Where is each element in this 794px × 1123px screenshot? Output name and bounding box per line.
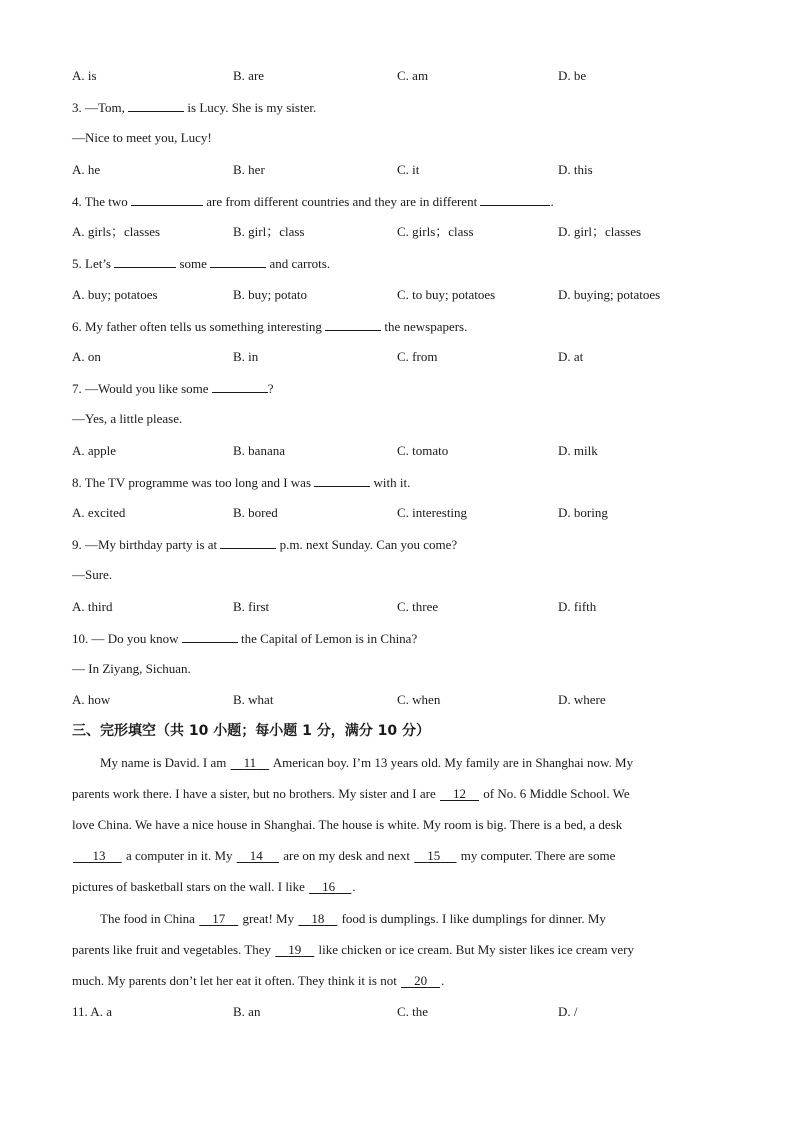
cloze-text: pictures of basketball stars on the wall. I like bbox=[72, 879, 309, 894]
q3-reply: —Nice to meet you, Lucy! bbox=[72, 130, 212, 145]
q11-option-c: C. the bbox=[397, 1004, 429, 1019]
q6-option-a: A. on bbox=[72, 349, 101, 364]
q10-stem-post: the Capital of Lemon is in China? bbox=[237, 631, 418, 646]
q9-option-c: C. three bbox=[397, 599, 439, 614]
blank-number: 19 bbox=[288, 942, 302, 957]
q7-stem-pre: 7. —Would you like some bbox=[72, 381, 212, 396]
q8-stem-pre: 8. The TV programme was too long and I was bbox=[72, 475, 315, 490]
cloze-blank-20 bbox=[400, 973, 441, 989]
q6-stem-pre: 6. My father often tells us something interesting bbox=[72, 319, 326, 334]
q4-options bbox=[72, 224, 732, 240]
q4-stem-mid: are from different countries and they are in different bbox=[202, 194, 481, 209]
section-heading: 三、完形填空（共 10 小题；每小题 1 分，满分 10 分） bbox=[72, 723, 430, 739]
q6-option-d: D. at bbox=[558, 349, 584, 364]
q5-stem-pre: 5. Let’s bbox=[72, 256, 115, 271]
blank-number: 16 bbox=[322, 879, 336, 894]
cloze-text: parents like fruit and vegetables. They bbox=[72, 942, 275, 957]
blank-number: 20 bbox=[414, 973, 428, 988]
q5-option-d: D. buying; potatoes bbox=[558, 287, 661, 302]
cloze-text: great! My bbox=[239, 911, 298, 926]
cloze-line bbox=[100, 911, 732, 927]
q7-options bbox=[72, 443, 732, 459]
q7-option-c: C. tomato bbox=[397, 443, 449, 458]
blank-number: 13 bbox=[92, 848, 106, 863]
q8-option-d: D. boring bbox=[558, 505, 608, 520]
cloze-text: of No. 6 Middle School. We bbox=[479, 786, 630, 801]
q6-stem-post: the newspapers. bbox=[381, 319, 468, 334]
cloze-blank-18 bbox=[297, 911, 338, 927]
q8-option-a: A. excited bbox=[72, 505, 126, 520]
q8-stem bbox=[72, 474, 410, 491]
q7-option-b: B. banana bbox=[233, 443, 285, 458]
q4-stem bbox=[72, 193, 554, 210]
answer-blank bbox=[182, 630, 238, 643]
answer-blank bbox=[212, 380, 268, 393]
blank-number: 15 bbox=[427, 848, 441, 863]
q5-stem-mid: some bbox=[176, 256, 211, 271]
blank-number: 12 bbox=[452, 786, 466, 801]
cloze-line bbox=[72, 786, 732, 802]
q3-options bbox=[72, 162, 732, 178]
q3-stem-pre: 3. —Tom, bbox=[72, 100, 129, 115]
q7-stem-post: ? bbox=[267, 381, 274, 396]
answer-blank bbox=[114, 255, 176, 268]
cloze-text: a computer in it. My bbox=[122, 848, 236, 863]
q8-stem-post: with it. bbox=[370, 475, 411, 490]
q5-option-a: A. buy; potatoes bbox=[72, 287, 158, 302]
q3-option-a: A. he bbox=[72, 162, 101, 177]
cloze-text: my computer. There are some bbox=[457, 848, 616, 863]
cloze-text: American boy. I’m 13 years old. My family are in Shanghai now. My bbox=[270, 755, 634, 770]
q10-option-a: A. how bbox=[72, 692, 111, 707]
q2-option-c: C. am bbox=[397, 68, 429, 83]
q10-option-b: B. what bbox=[233, 692, 274, 707]
q9-options bbox=[72, 599, 732, 615]
cloze-text: parents work there. I have a sister, but no brothers. My sister and I are bbox=[72, 786, 439, 801]
q3-stem bbox=[72, 99, 316, 116]
answer-blank bbox=[128, 99, 184, 112]
q10-option-d: D. where bbox=[558, 692, 606, 707]
q10-stem-pre: 10. — Do you know bbox=[72, 631, 182, 646]
cloze-line bbox=[72, 942, 732, 958]
cloze-blank-15 bbox=[413, 848, 457, 864]
cloze-line bbox=[72, 848, 732, 864]
q11-option-b: B. an bbox=[233, 1004, 261, 1019]
cloze-blank-17 bbox=[198, 911, 239, 927]
answer-blank bbox=[131, 193, 203, 206]
cloze-text: . bbox=[352, 879, 356, 894]
q6-option-c: C. from bbox=[397, 349, 438, 364]
cloze-line bbox=[72, 879, 732, 895]
q4-stem-pre: 4. The two bbox=[72, 194, 131, 209]
q5-option-c: C. to buy; potatoes bbox=[397, 287, 496, 302]
cloze-blank-11 bbox=[230, 755, 271, 771]
q4-stem-post: . bbox=[550, 194, 554, 209]
q5-option-b: B. buy; potato bbox=[233, 287, 308, 302]
q11-options bbox=[72, 1004, 732, 1020]
cloze-blank-13 bbox=[72, 848, 123, 864]
q4-option-c: C. girls；class bbox=[397, 224, 474, 239]
q3-option-d: D. this bbox=[558, 162, 593, 177]
q7-option-a: A. apple bbox=[72, 443, 117, 458]
q9-stem-post: p.m. next Sunday. Can you come? bbox=[276, 537, 458, 552]
cloze-text: much. My parents don’t let her eat it often. They think it is not bbox=[72, 973, 401, 988]
q11-option-a: 11. A. a bbox=[72, 1004, 112, 1019]
q6-option-b: B. in bbox=[233, 349, 259, 364]
cloze-line bbox=[100, 755, 732, 771]
answer-blank bbox=[314, 474, 370, 487]
q4-option-b: B. girl；class bbox=[233, 224, 305, 239]
cloze-line: love China. We have a nice house in Shanghai. The house is white. My room is big. There is a bed, a desk bbox=[72, 817, 623, 832]
q9-reply: —Sure. bbox=[72, 567, 113, 582]
q8-options bbox=[72, 505, 732, 521]
q5-stem-post: and carrots. bbox=[266, 256, 331, 271]
cloze-blank-16 bbox=[308, 879, 352, 895]
cloze-text: like chicken or ice cream. But My sister likes ice cream very bbox=[315, 942, 635, 957]
q3-stem-post: is Lucy. She is my sister. bbox=[184, 100, 317, 115]
q3-option-c: C. it bbox=[397, 162, 420, 177]
blank-number: 18 bbox=[311, 911, 325, 926]
q4-option-d: D. girl；classes bbox=[558, 224, 642, 239]
q2-option-d: D. be bbox=[558, 68, 587, 83]
q10-stem bbox=[72, 630, 417, 647]
q7-reply: —Yes, a little please. bbox=[72, 411, 183, 426]
answer-blank bbox=[325, 318, 381, 331]
blank-number: 14 bbox=[249, 848, 263, 863]
q6-stem bbox=[72, 318, 467, 335]
q2-options bbox=[72, 68, 732, 84]
q8-option-b: B. bored bbox=[233, 505, 278, 520]
q10-option-c: C. when bbox=[397, 692, 441, 707]
q7-stem bbox=[72, 380, 274, 397]
q3-option-b: B. her bbox=[233, 162, 265, 177]
q11-option-d: D. / bbox=[558, 1004, 578, 1019]
q5-options bbox=[72, 287, 732, 303]
q9-option-a: A. third bbox=[72, 599, 113, 614]
q5-stem bbox=[72, 255, 330, 272]
cloze-text: food is dumplings. I like dumplings for dinner. My bbox=[338, 911, 606, 926]
q9-stem-pre: 9. —My birthday party is at bbox=[72, 537, 221, 552]
cloze-blank-14 bbox=[236, 848, 280, 864]
blank-number: 11 bbox=[243, 755, 257, 770]
q2-option-b: B. are bbox=[233, 68, 265, 83]
cloze-blank-12 bbox=[439, 786, 480, 802]
q4-option-a: A. girls；classes bbox=[72, 224, 161, 239]
q7-option-d: D. milk bbox=[558, 443, 598, 458]
cloze-line bbox=[72, 973, 732, 989]
q10-reply: — In Ziyang, Sichuan. bbox=[72, 661, 191, 676]
q6-options bbox=[72, 349, 732, 365]
answer-blank bbox=[220, 536, 276, 549]
q10-options bbox=[72, 692, 732, 708]
answer-blank bbox=[480, 193, 550, 206]
q9-option-b: B. first bbox=[233, 599, 270, 614]
cloze-text: The food in China bbox=[100, 911, 199, 926]
cloze-blank-19 bbox=[274, 942, 315, 958]
answer-blank bbox=[210, 255, 266, 268]
q2-option-a: A. is bbox=[72, 68, 97, 83]
q8-option-c: C. interesting bbox=[397, 505, 468, 520]
cloze-text: are on my desk and next bbox=[280, 848, 414, 863]
cloze-text: My name is David. I am bbox=[100, 755, 230, 770]
q9-option-d: D. fifth bbox=[558, 599, 597, 614]
blank-number: 17 bbox=[212, 911, 226, 926]
cloze-text: . bbox=[441, 973, 445, 988]
q9-stem bbox=[72, 536, 457, 553]
